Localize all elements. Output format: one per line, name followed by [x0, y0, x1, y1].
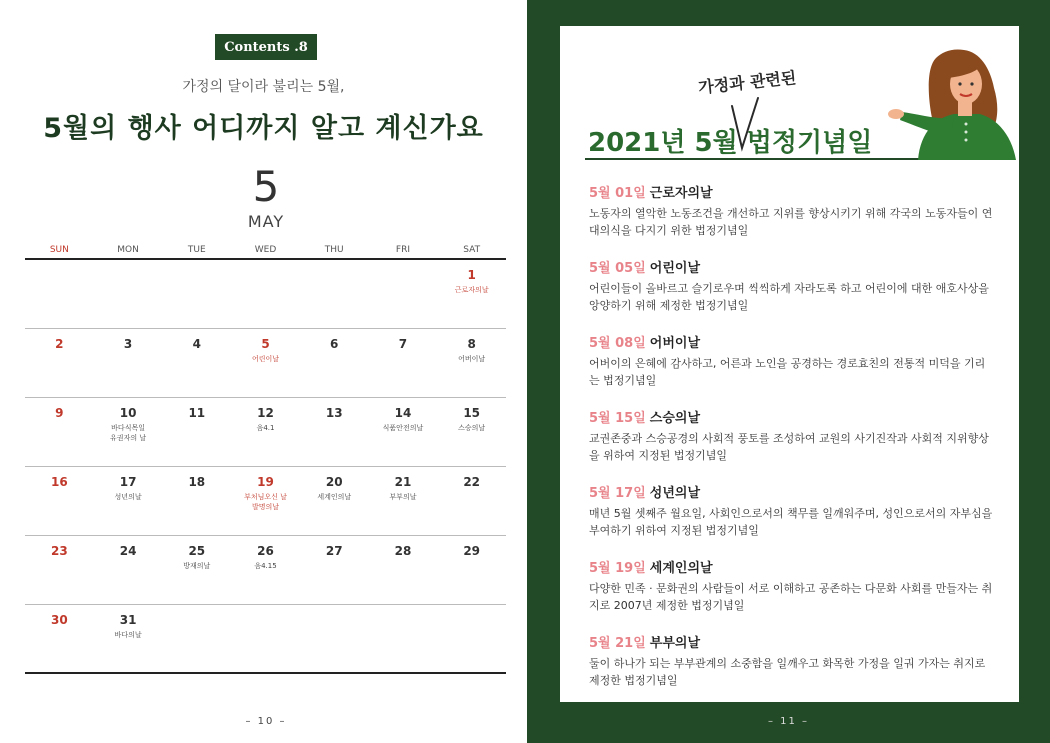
calendar-day: [162, 398, 231, 466]
calendar-day: [437, 536, 506, 604]
event-description: 다양한 민족 · 문화권의 사람들이 서로 이해하고 공존하는 다문화 사회를 만들자는 취지로 2007년 제정한 법정기념일: [589, 582, 993, 612]
weekday-sat: SAT: [463, 245, 481, 255]
calendar-day: [94, 605, 163, 672]
calendar-day: [437, 467, 506, 535]
day-number: 4: [192, 337, 201, 351]
event-item: [589, 632, 994, 689]
day-number: 17: [119, 475, 137, 489]
calendar-weekday-header: [25, 240, 506, 260]
day-number: 7: [398, 337, 408, 351]
calendar-day: [300, 398, 369, 466]
calendar-day: [369, 605, 438, 672]
contents-badge: Contents .8: [215, 34, 317, 60]
event-heading: [589, 632, 994, 651]
calendar-day: [94, 536, 163, 604]
event-item: [589, 332, 994, 389]
day-event: 음4.15: [254, 562, 277, 570]
event-description: 교권존중과 스승공경의 사회적 풍토를 조성하여 교원의 사기진작과 사회적 지위향상을 위하여 지정된 법정기념일: [589, 432, 989, 462]
calendar-day: [369, 536, 438, 604]
calendar-day: [25, 329, 94, 397]
day-number: 16: [51, 475, 68, 489]
calendar-day: [162, 536, 231, 604]
day-event: 어린이날: [251, 355, 280, 363]
month-number: 5: [252, 162, 280, 211]
day-number: 10: [119, 406, 137, 420]
weekday-thu: THU: [324, 245, 344, 255]
calendar-day: [231, 329, 300, 397]
event-list: [589, 182, 994, 707]
day-event: 근로자의날: [454, 286, 489, 294]
day-event: 바다식목일 유권자의 날: [110, 424, 147, 442]
event-date: 5월 08일: [589, 336, 646, 351]
day-number: 24: [119, 544, 137, 558]
calendar-day: [231, 398, 300, 466]
calendar-day: [162, 329, 231, 397]
calendar-day: [25, 398, 94, 466]
calendar-day: [231, 260, 300, 328]
day-number: 30: [51, 613, 68, 627]
event-heading: [589, 407, 994, 426]
right-page: [527, 0, 1050, 743]
calendar-day: [25, 260, 94, 328]
day-number: 6: [330, 337, 339, 351]
calendar-body: [25, 260, 506, 674]
event-name: 성년의날: [649, 486, 701, 501]
calendar-week: [25, 398, 506, 467]
day-number: 23: [51, 544, 68, 558]
event-name: 세계인의날: [649, 561, 713, 576]
day-event: 부처님오신 날 발명의날: [244, 493, 287, 511]
day-event: 어버이날: [458, 355, 486, 363]
weekday-sun: SUN: [49, 245, 69, 255]
calendar-day: [25, 536, 94, 604]
event-description: 노동자의 열악한 노동조건을 개선하고 지위를 향상시키기 위해 각국의 노동자들이 연대의식을 다지기 위한 법정기념일: [589, 207, 993, 237]
calendar-week: [25, 329, 506, 398]
event-heading: [589, 557, 994, 576]
month-name: MAY: [247, 212, 285, 231]
calendar-day: [369, 260, 438, 328]
event-item: [589, 557, 994, 614]
calendar-day: [94, 398, 163, 466]
page-subtitle: 가정의 달이라 불리는 5월,: [182, 79, 345, 95]
day-number: 2: [55, 337, 64, 351]
right-content-panel: [560, 26, 1019, 702]
event-name: 스승의날: [649, 411, 701, 426]
event-date: 5월 05일: [589, 261, 646, 276]
calendar-day: [162, 605, 231, 672]
day-number: 11: [188, 406, 206, 420]
event-heading: [589, 257, 994, 276]
day-event: 식품안전의날: [382, 424, 424, 432]
calendar-week: [25, 536, 506, 605]
day-number: 27: [325, 544, 343, 558]
calendar-day: [437, 398, 506, 466]
calendar-day: [25, 605, 94, 672]
event-item: [589, 482, 994, 539]
day-event: 스승의날: [458, 424, 486, 432]
calendar-day: [300, 467, 369, 535]
event-name: 근로자의날: [649, 186, 713, 201]
handwritten-title: 가정과 관련된: [697, 67, 798, 98]
day-number: 13: [325, 406, 343, 420]
day-number: 14: [394, 406, 412, 420]
calendar-day: [162, 260, 231, 328]
day-number: 22: [463, 475, 481, 489]
calendar-week: [25, 605, 506, 674]
calendar-day: [300, 260, 369, 328]
day-number: 1: [467, 268, 476, 282]
event-description: 어린이들이 올바르고 슬기로우며 씩씩하게 자라도록 하고 어린이에 대한 애호사상을 앙양하기 위해 제정한 법정기념일: [589, 282, 989, 312]
event-description: 둘이 하나가 되는 부부관계의 소중함을 일깨우고 화목한 가정을 일궈 가자는 취지로 제정한 법정기념일: [589, 657, 986, 687]
event-name: 어린이날: [649, 261, 701, 276]
calendar-day: [94, 467, 163, 535]
event-item: [589, 407, 994, 464]
calendar-day: [231, 467, 300, 535]
weekday-fri: FRI: [395, 245, 410, 255]
event-date: 5월 01일: [589, 186, 646, 201]
calendar-day: [437, 605, 506, 672]
anniversary-title: 2021년 5월 법정기념일: [588, 128, 873, 158]
event-item: [589, 257, 994, 314]
page-title: 5월의 행사 어디까지 알고 계신가요: [43, 113, 484, 144]
calendar-day: [25, 467, 94, 535]
calendar-day: [437, 329, 506, 397]
day-number: 26: [257, 544, 274, 558]
day-number: 28: [394, 544, 412, 558]
weekday-wed: WED: [254, 245, 277, 255]
calendar-day: [94, 260, 163, 328]
event-description: 매년 5월 셋째주 월요일, 사회인으로서의 책무를 일깨워주며, 성인으로서의 자부심을 부여하기 위하여 지정된 법정기념일: [589, 507, 993, 537]
event-date: 5월 19일: [589, 561, 646, 576]
calendar-day: [300, 605, 369, 672]
weekday-mon: MON: [117, 245, 139, 255]
calendar-day: [231, 536, 300, 604]
calendar-day: [162, 467, 231, 535]
event-date: 5월 15일: [589, 411, 646, 426]
day-number: 12: [257, 406, 274, 420]
day-event: 성년의날: [114, 493, 142, 501]
event-date: 5월 17일: [589, 486, 646, 501]
day-number: 19: [257, 475, 274, 489]
calendar-day: [231, 605, 300, 672]
event-date: 5월 21일: [589, 636, 646, 651]
day-number: 18: [188, 475, 206, 489]
day-number: 15: [463, 406, 481, 420]
event-heading: [589, 332, 994, 351]
calendar-week: [25, 467, 506, 536]
calendar-day: [369, 398, 438, 466]
day-number: 31: [119, 613, 137, 627]
day-number: 20: [325, 475, 343, 489]
calendar-week: [25, 260, 506, 329]
day-event: 세계인의날: [317, 493, 352, 501]
woman-illustration-icon: [888, 48, 1020, 160]
day-number: 25: [188, 544, 206, 558]
calendar-day: [437, 260, 506, 328]
day-event: 바다의날: [114, 631, 142, 639]
calendar-day: [300, 536, 369, 604]
event-name: 어버이날: [649, 336, 701, 351]
event-item: [589, 182, 994, 239]
page-number-right: – 11 –: [767, 716, 810, 727]
day-event: 음4.1: [256, 424, 275, 432]
calendar-day: [369, 329, 438, 397]
day-number: 9: [55, 406, 64, 420]
day-event: 방재의날: [183, 562, 211, 570]
page-number-left: – 10 –: [245, 716, 287, 727]
event-name: 부부의날: [649, 636, 701, 651]
day-number: 5: [261, 337, 270, 351]
calendar: [25, 240, 506, 674]
day-number: 29: [463, 544, 481, 558]
day-number: 8: [467, 337, 476, 351]
event-heading: [589, 482, 994, 501]
day-number: 21: [394, 475, 412, 489]
calendar-day: [94, 329, 163, 397]
calendar-day: [369, 467, 438, 535]
event-description: 어버이의 은혜에 감사하고, 어른과 노인을 공경하는 경로효친의 전통적 미덕을 기리는 법정기념일: [589, 357, 986, 387]
calendar-day: [300, 329, 369, 397]
event-heading: [589, 182, 994, 201]
day-number: 3: [123, 337, 133, 351]
weekday-tue: TUE: [187, 245, 206, 255]
day-event: 부부의날: [389, 493, 417, 501]
